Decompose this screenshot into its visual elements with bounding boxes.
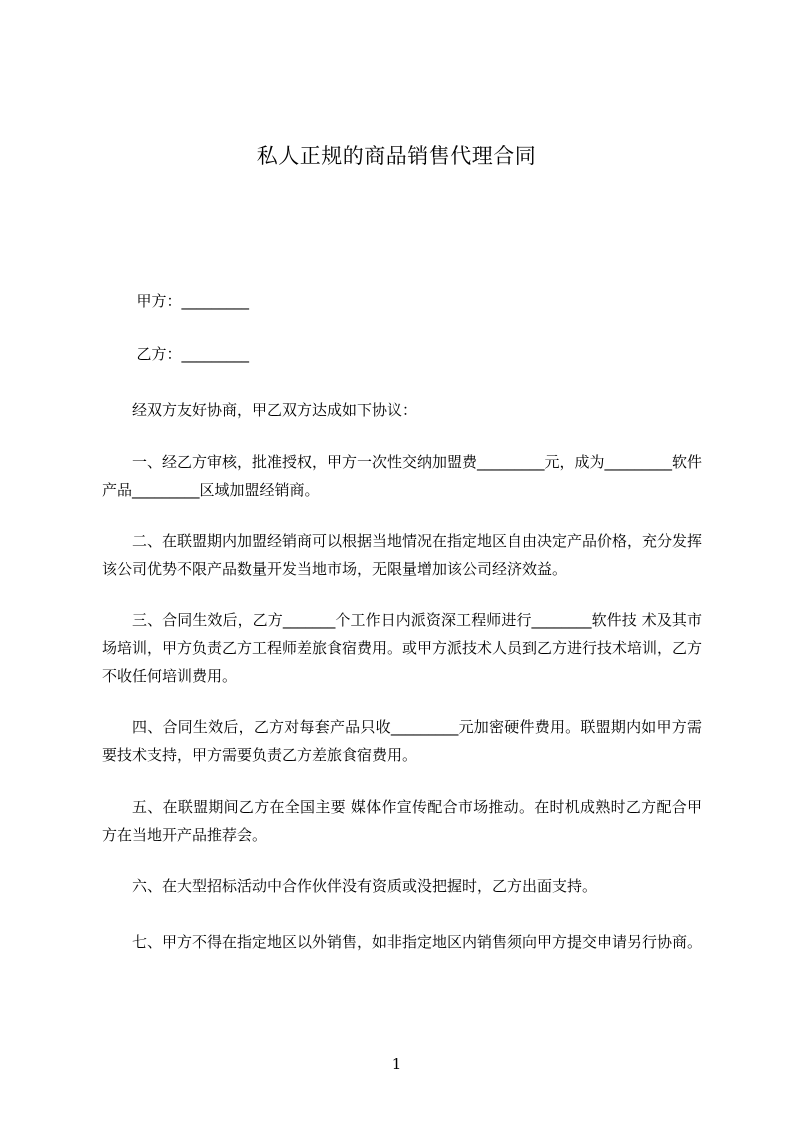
party-b-line: 乙方：_________ xyxy=(136,345,250,363)
document-title: 私人正规的商品销售代理合同 xyxy=(256,144,537,168)
clause-2: 二、在联盟期内加盟经销商可以根据当地情况在指定地区自由决定产品价格，充分发挥该公司优势不限产品数量开发当地市场，无限量增加该公司经济效益。 xyxy=(102,532,703,578)
clause-6: 六、在大型招标活动中合作伙伴没有资质或没把握时，乙方出面支持。 xyxy=(132,877,598,895)
clause-4: 四、合同生效后，乙方对每套产品只收_________元加密硬件费用。联盟期内如甲方需要技术支持，甲方需要负责乙方差旅食宿费用。 xyxy=(102,718,702,764)
clause-1: 一、经乙方审核，批准授权，甲方一次性交纳加盟费_________元，成为_________软件产品_________区域加盟经销商。 xyxy=(102,453,703,499)
clause-5: 五、在联盟期间乙方在全国主要 媒体作宣传配合市场推动。在时机成熟时乙方配合甲方在当地开产品推荐会。 xyxy=(102,798,702,844)
intro-paragraph: 经双方友好协商，甲乙双方达成如下协议： xyxy=(132,401,418,419)
clause-3: 三、合同生效后，乙方_______个工作日内派资深工程师进行________软件技 术及其市场培训，甲方负责乙方工程师差旅食宿费用。或甲方派技术人员到乙方进行技术培训，乙方不收任何培训费用。 xyxy=(102,611,703,685)
page-number: 1 xyxy=(391,1055,402,1073)
clause-7: 七、甲方不得在指定地区以外销售，如非指定地区内销售须向甲方提交申请另行协商。 xyxy=(132,933,703,951)
party-a-line: 甲方：_________ xyxy=(136,292,250,310)
